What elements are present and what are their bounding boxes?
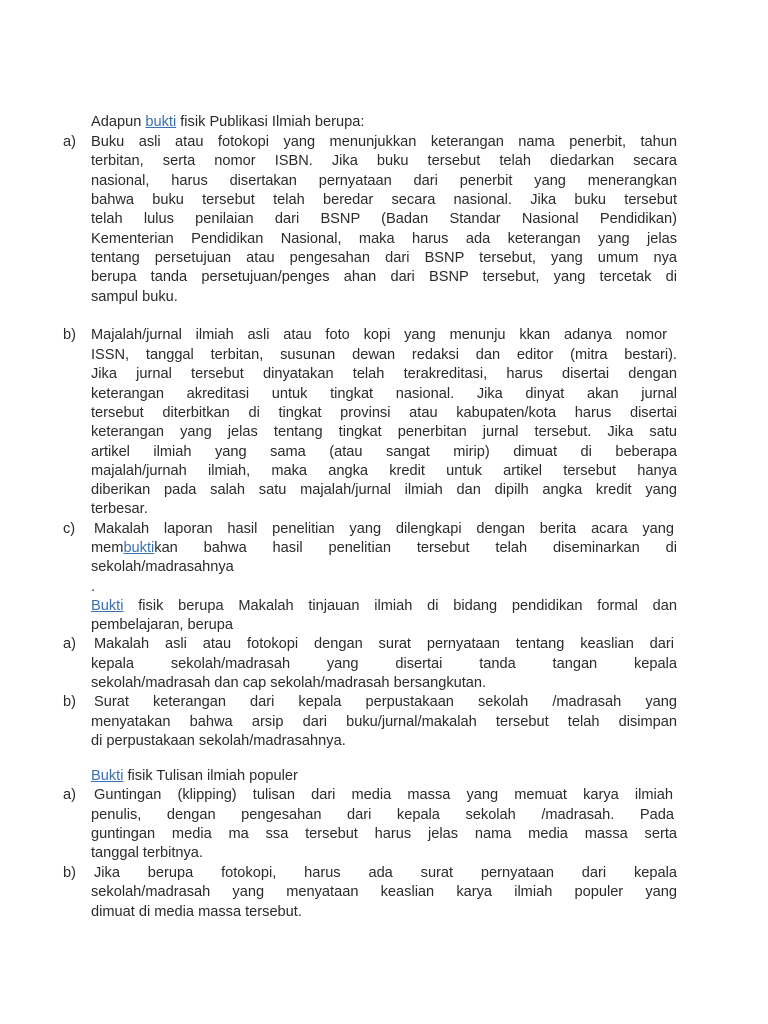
- intro-post: fisik Publikasi Ilmiah berupa:: [176, 114, 365, 130]
- s2-heading-rest: fisik berupa Makalah tinjauan ilmiah di bidang pendidikan formal dan: [123, 598, 677, 614]
- s3-b-line-1: Jika berupa fotokopi, harus ada surat pernyataan dari kepala: [94, 865, 677, 881]
- s2-a-line-1: Makalah asli atau fotokopi dengan surat pernyataan tentang keaslian dari: [94, 636, 674, 652]
- s1-a-line-8: berupa tanda persetujuan/penges ahan dari BSNP tersebut, yang tercetak di: [91, 269, 677, 285]
- s1-b-line-4: keterangan akreditasi untuk tingkat nasional. Jika dinyat akan jurnal: [91, 386, 677, 402]
- c-line2-pre: mem: [91, 540, 124, 556]
- s1-b-line-10: terbesar.: [91, 501, 148, 517]
- bukti-link[interactable]: bukti: [145, 114, 177, 130]
- s2-heading-line-2: pembelajaran, berupa: [91, 617, 233, 633]
- s1-b-line-8: majalah/jurnah ilmiah, maka angka kredit untuk artikel tersebut hanya: [91, 463, 677, 479]
- item-label-a: a): [63, 636, 76, 652]
- s1-a-line-9: sampul buku.: [91, 289, 178, 305]
- s1-c-dot: .: [91, 579, 96, 595]
- item-label-c: c): [63, 521, 76, 537]
- bukti-link[interactable]: bukti: [123, 540, 155, 556]
- s1-b-line-6: keterangan yang jelas tentang tingkat penerbitan jurnal tersebut. Jika satu: [91, 424, 677, 440]
- s1-b-line-9: diberikan pada salah satu majalah/jurnal ilmiah dan dipilh angka kredit yang: [91, 482, 677, 498]
- s1-c-line-1: Makalah laporan hasil penelitian yang dilengkapi dengan berita acara yang: [94, 521, 674, 537]
- s3-heading-rest: fisik Tulisan ilmiah populer: [123, 768, 298, 784]
- s3-heading: [91, 767, 298, 786]
- s2-b-line-2: menyatakan bahwa arsip dari buku/jurnal/makalah tersebut telah disimpan: [91, 714, 677, 730]
- s3-a-line-3: guntingan media ma ssa tersebut harus jelas nama media massa serta: [91, 826, 677, 842]
- s2-heading-line-1: [91, 597, 677, 616]
- s3-a-line-4: tanggal terbitnya.: [91, 845, 203, 861]
- s1-c-line-2: [91, 539, 677, 558]
- item-label-a: a): [63, 787, 76, 803]
- s1-b-line-7: artikel ilmiah yang sama (atau sangat mirip) dimuat di beberapa: [91, 444, 677, 460]
- s1-a-line-3: nasional, harus disertakan pernyataan dari penerbit yang menerangkan: [91, 173, 677, 189]
- s2-a-line-2: kepala sekolah/madrasah yang disertai tanda tangan kepala: [91, 656, 677, 672]
- s2-b-line-1: Surat keterangan dari kepala perpustakaan sekolah /madrasah yang: [94, 694, 677, 710]
- s1-a-line-7: tentang persetujuan atau pengesahan dari BSNP tersebut, yang umum nya: [91, 250, 677, 266]
- intro-paragraph: [91, 113, 364, 132]
- s3-a-line-1: Guntingan (klipping) tulisan dari media massa yang memuat karya ilmiah: [94, 787, 673, 803]
- s1-a-line-1: Buku asli atau fotokopi yang menunjukkan keterangan nama penerbit, tahun: [91, 134, 677, 150]
- item-label-b: b): [63, 694, 76, 710]
- s2-b-line-3: di perpustakaan sekolah/madrasahnya.: [91, 733, 346, 749]
- s1-a-line-5: telah lulus penilaian dari BSNP (Badan Standar Nasional Pendidikan): [91, 211, 677, 227]
- s1-c-line-3: sekolah/madrasahnya: [91, 559, 234, 575]
- c-line2-post: kan bahwa hasil penelitian tersebut telah diseminarkan di: [154, 540, 677, 556]
- s1-a-line-4: bahwa buku tersebut telah beredar secara nasional. Jika buku tersebut: [91, 192, 677, 208]
- s3-b-line-2: sekolah/madrasah yang menyataan keaslian karya ilmiah populer yang: [91, 884, 677, 900]
- item-label-b: b): [63, 327, 76, 343]
- s2-a-line-3: sekolah/madrasah dan cap sekolah/madrasah bersangkutan.: [91, 675, 487, 691]
- s1-b-line-1: Majalah/jurnal ilmiah asli atau foto kopi yang menunju kkan adanya nomor: [91, 327, 667, 343]
- s1-a-line-6: Kementerian Pendidikan Nasional, maka harus ada keterangan yang jelas: [91, 231, 677, 247]
- intro-pre: Adapun: [91, 114, 146, 130]
- s3-a-line-2: penulis, dengan pengesahan dari kepala sekolah /madrasah. Pada: [91, 807, 674, 823]
- item-label-b: b): [63, 865, 76, 881]
- s1-a-line-2: terbitan, serta nomor ISBN. Jika buku tersebut telah diedarkan secara: [91, 153, 677, 169]
- s3-b-line-3: dimuat di media massa tersebut.: [91, 904, 302, 920]
- item-label-a: a): [63, 134, 76, 150]
- bukti-link[interactable]: Bukti: [91, 598, 124, 614]
- bukti-link[interactable]: Bukti: [91, 768, 124, 784]
- s1-b-line-2: ISSN, tanggal terbitan, susunan dewan redaksi dan editor (mitra bestari).: [91, 347, 677, 363]
- s1-b-line-3: Jika jurnal tersebut dinyatakan telah terakreditasi, harus disertai dengan: [91, 366, 677, 382]
- s1-b-line-5: tersebut diterbitkan di tingkat provinsi atau kabupaten/kota harus disertai: [91, 405, 677, 421]
